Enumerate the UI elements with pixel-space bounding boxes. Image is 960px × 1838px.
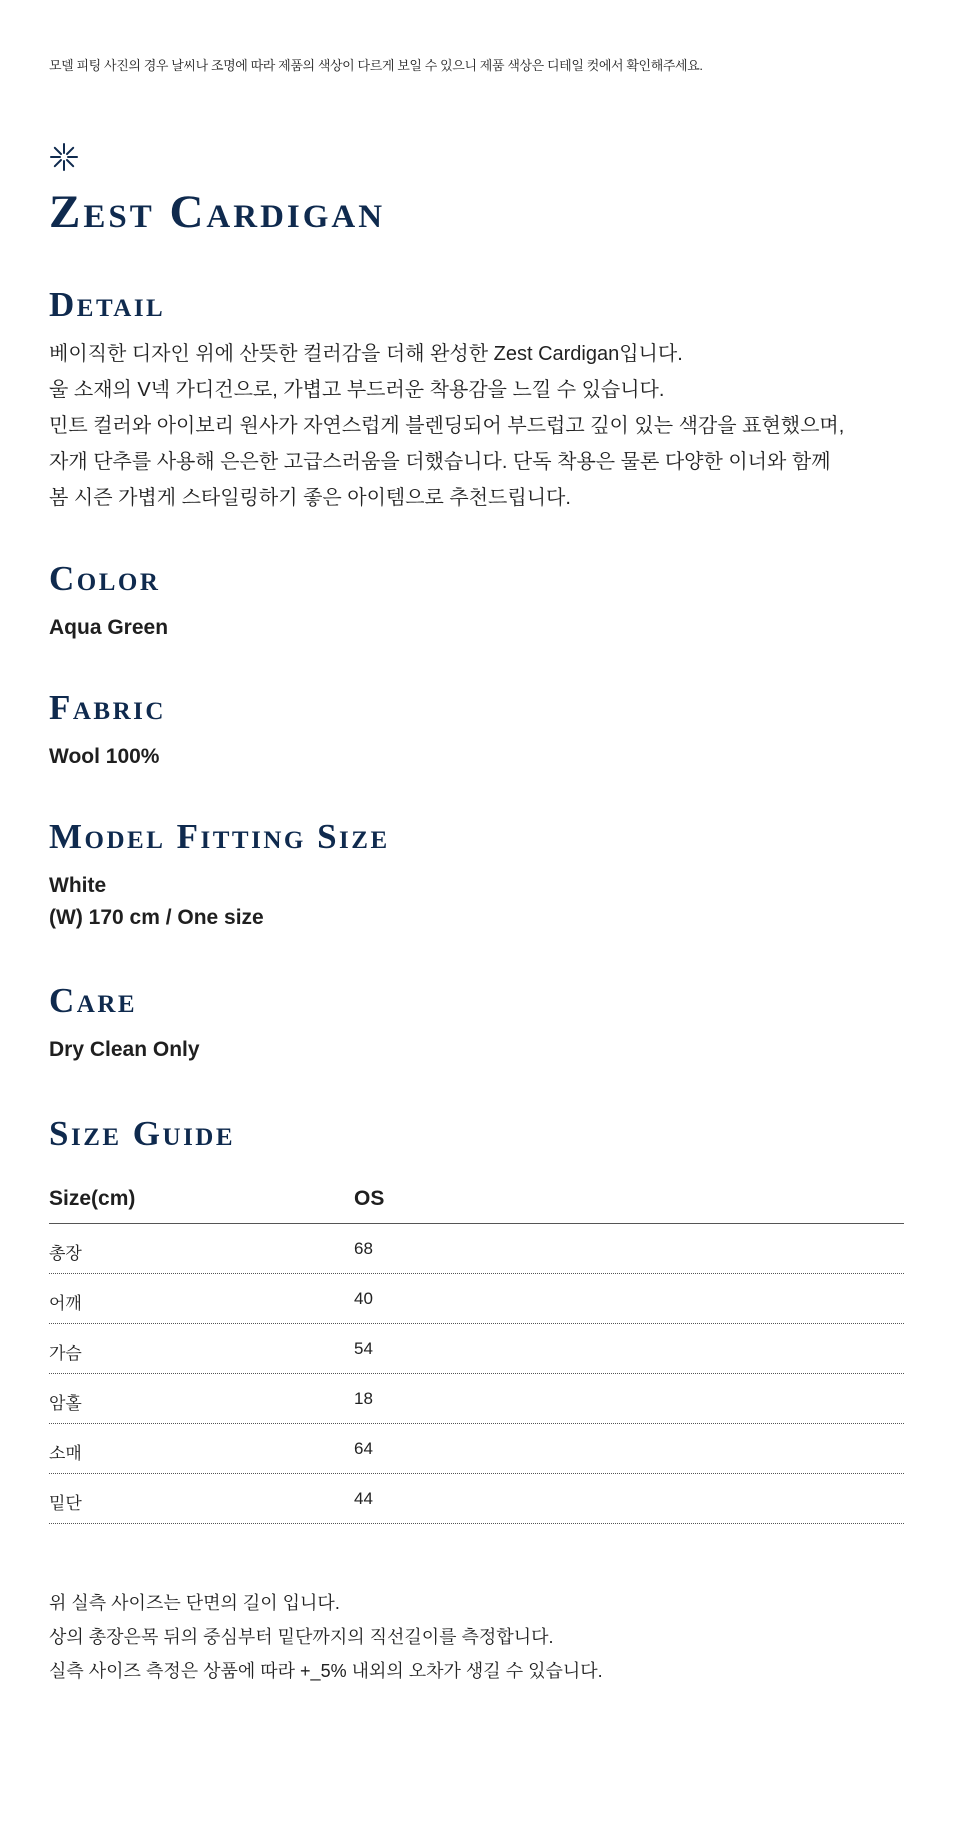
table-row <box>49 1424 904 1474</box>
size-header-label: Size(cm) <box>49 1187 136 1210</box>
table-row <box>49 1374 904 1424</box>
size-measure-value: 18 <box>354 1389 373 1408</box>
fabric-value: Wool 100% <box>49 745 160 768</box>
size-measure-value: 64 <box>354 1439 373 1458</box>
size-guide-heading: Size Guide <box>49 1114 236 1153</box>
size-table <box>49 1179 904 1524</box>
size-measure-value: 40 <box>354 1289 373 1308</box>
color-notice: 모델 피팅 사진의 경우 날씨나 조명에 따라 제품의 색상이 다르게 보일 수 있으니 제품 색상은 디테일 컷에서 확인해주세요. <box>49 58 703 73</box>
footnote-line: 상의 총장은목 뒤의 중심부터 밑단까지의 직선길이를 측정합니다. <box>49 1627 554 1647</box>
detail-line: 봄 시즌 가볍게 스타일링하기 좋은 아이템으로 추천드립니다. <box>49 487 571 509</box>
model-fitting-heading: Model Fitting Size <box>49 817 390 856</box>
product-title: Zest Cardigan <box>49 186 386 238</box>
size-measure-value: 68 <box>354 1239 373 1258</box>
size-measure-name: 밑단 <box>49 1494 82 1513</box>
table-row <box>49 1274 904 1324</box>
detail-line: 민트 컬러와 아이보리 원사가 자연스럽게 블렌딩되어 부드럽고 깊이 있는 색감을 표현했으며, <box>49 415 845 437</box>
size-header-os: OS <box>354 1187 385 1210</box>
fabric-heading: Fabric <box>49 688 166 727</box>
detail-description <box>49 336 844 516</box>
detail-line: 베이직한 디자인 위에 산뜻한 컬러감을 더해 완성한 Zest Cardigan입니다. <box>49 343 683 365</box>
model-fitting-size: (W) 170 cm / One size <box>49 906 264 929</box>
footnote-line: 실측 사이즈 측정은 상품에 따라 +_5% 내외의 오차가 생길 수 있습니다. <box>49 1661 603 1681</box>
color-value: Aqua Green <box>49 616 169 639</box>
table-row <box>49 1474 904 1524</box>
size-measure-value: 44 <box>354 1489 373 1508</box>
asterisk-star-icon <box>49 142 79 172</box>
care-heading: Care <box>49 981 138 1020</box>
size-measure-name: 소매 <box>49 1444 82 1463</box>
detail-line: 울 소재의 V넥 가디건으로, 가볍고 부드러운 착용감을 느낄 수 있습니다. <box>49 379 665 401</box>
detail-heading: Detail <box>49 285 166 324</box>
size-table-header <box>49 1179 904 1224</box>
table-row <box>49 1324 904 1374</box>
model-fitting-color: White <box>49 874 107 897</box>
size-measure-name: 총장 <box>49 1244 82 1263</box>
color-heading: Color <box>49 559 161 598</box>
detail-line: 자개 단추를 사용해 은은한 고급스러움을 더했습니다. 단독 착용은 물론 다양한 이너와 함께 <box>49 451 831 473</box>
footnote-line: 위 실측 사이즈는 단면의 길이 입니다. <box>49 1593 340 1613</box>
size-measure-name: 가슴 <box>49 1344 82 1363</box>
size-measure-name: 어깨 <box>49 1294 82 1313</box>
size-measure-value: 54 <box>354 1339 373 1358</box>
table-row <box>49 1224 904 1274</box>
size-measure-name: 암홀 <box>49 1394 82 1413</box>
care-value: Dry Clean Only <box>49 1038 200 1061</box>
size-footnotes <box>49 1586 603 1688</box>
